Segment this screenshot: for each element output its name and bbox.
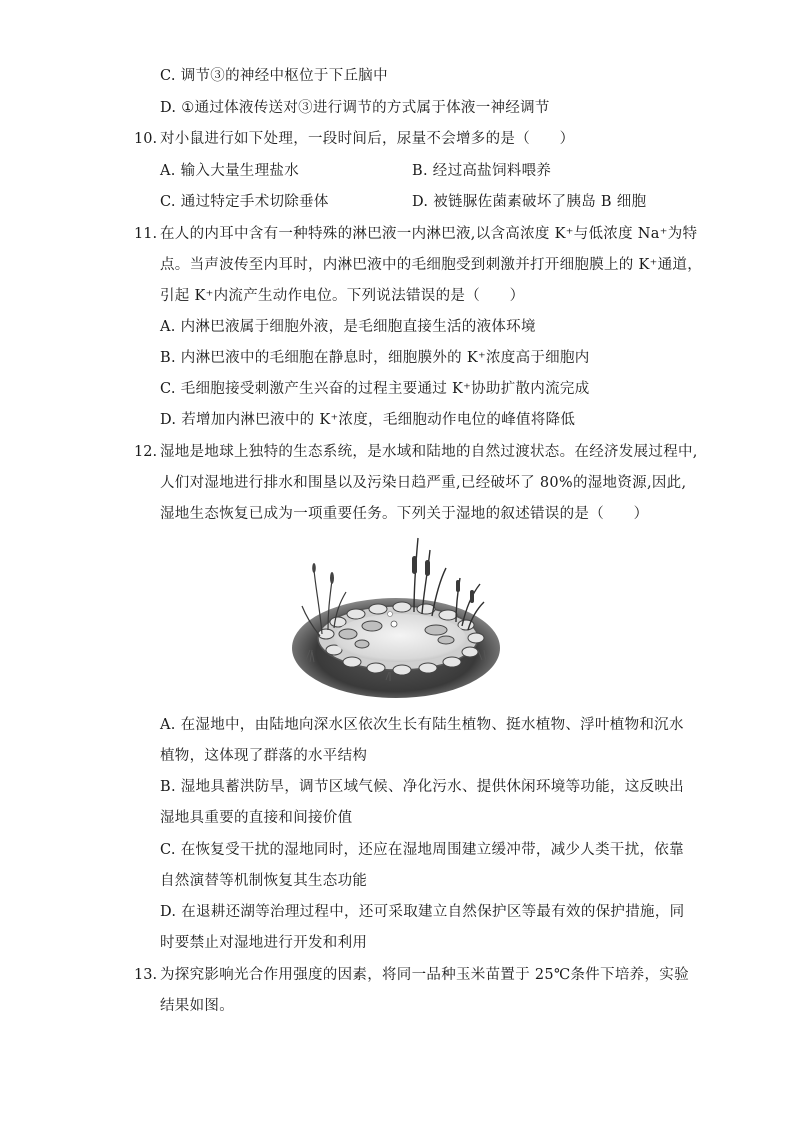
wetland-figure [286,530,506,708]
q10-number: 10. [134,131,158,147]
q10-option-b: B. 经过高盐饲料喂养 [412,163,552,179]
q12-option-c-line-1: C. 在恢复受干扰的湿地同时，还应在湿地周围建立缓冲带，减少人类干扰，依靠 [160,842,684,858]
q11-option-d: D. 若增加内淋巴液中的 K⁺浓度，毛细胞动作电位的峰值将降低 [160,412,576,428]
q13-number: 13. [134,967,158,983]
q12-option-b-line-2: 湿地具重要的直接和间接价值 [160,810,353,826]
q13-stem-line-2: 结果如图。 [160,998,234,1014]
q12-stem-line-3: 湿地生态恢复已成为一项重要任务。下列关于湿地的叙述错误的是（ ） [160,506,649,522]
q10-option-d: D. 被链脲佐菌素破坏了胰岛 B 细胞 [412,194,647,210]
q10-stem: 对小鼠进行如下处理，一段时间后，尿量不会增多的是（ ） [160,131,575,147]
q11-option-a: A. 内淋巴液属于细胞外液，是毛细胞直接生活的液体环境 [160,319,536,335]
q12-option-d-line-2: 时要禁止对湿地进行开发和利用 [160,935,368,951]
q12-option-c-line-2: 自然演替等机制恢复其生态功能 [160,873,368,889]
q11-number: 11. [134,226,158,242]
q12-option-b-line-1: B. 湿地具蓄洪防旱，调节区域气候、净化污水、提供休闲环境等功能，这反映出 [160,779,684,795]
q12-option-a-line-1: A. 在湿地中，由陆地向深水区依次生长有陆生植物、挺水植物、浮叶植物和沉水 [160,717,684,733]
wetland-illustration-icon [286,530,506,708]
q10-option-a: A. 输入大量生理盐水 [160,163,299,179]
q12-option-a-line-2: 植物，这体现了群落的水平结构 [160,748,368,764]
q9-option-c: C. 调节③的神经中枢位于下丘脑中 [160,68,388,84]
q12-stem-line-1: 湿地是地球上独特的生态系统，是水域和陆地的自然过渡状态。在经济发展过程中, [160,444,698,460]
q11-stem-line-3: 引起 K⁺内流产生动作电位。下列说法错误的是（ ） [160,288,525,304]
q10-option-c: C. 通过特定手术切除垂体 [160,194,329,210]
q11-stem-line-2: 点。当声波传至内耳时，内淋巴液中的毛细胞受到刺激并打开细胞膜上的 K⁺通道， [160,257,702,273]
q11-stem-line-1: 在人的内耳中含有一种特殊的淋巴液一内淋巴液,以含高浓度 K⁺与低浓度 Na⁺为特 [160,226,698,242]
q11-option-c: C. 毛细胞接受刺激产生兴奋的过程主要通过 K⁺协助扩散内流完成 [160,381,590,397]
q11-option-b: B. 内淋巴液中的毛细胞在静息时，细胞膜外的 K⁺浓度高于细胞内 [160,350,590,366]
q9-option-d: D. ①通过体液传送对③进行调节的方式属于体液一神经调节 [160,100,550,116]
q12-stem-line-2: 人们对湿地进行排水和围垦以及污染日趋严重,已经破坏了 80%的湿地资源,因此, [160,475,687,491]
q12-option-d-line-1: D. 在退耕还湖等治理过程中，还可采取建立自然保护区等最有效的保护措施，同 [160,904,685,920]
q12-number: 12. [134,444,158,460]
q13-stem-line-1: 为探究影响光合作用强度的因素，将同一品种玉米苗置于 25℃条件下培养，实验 [160,967,689,983]
